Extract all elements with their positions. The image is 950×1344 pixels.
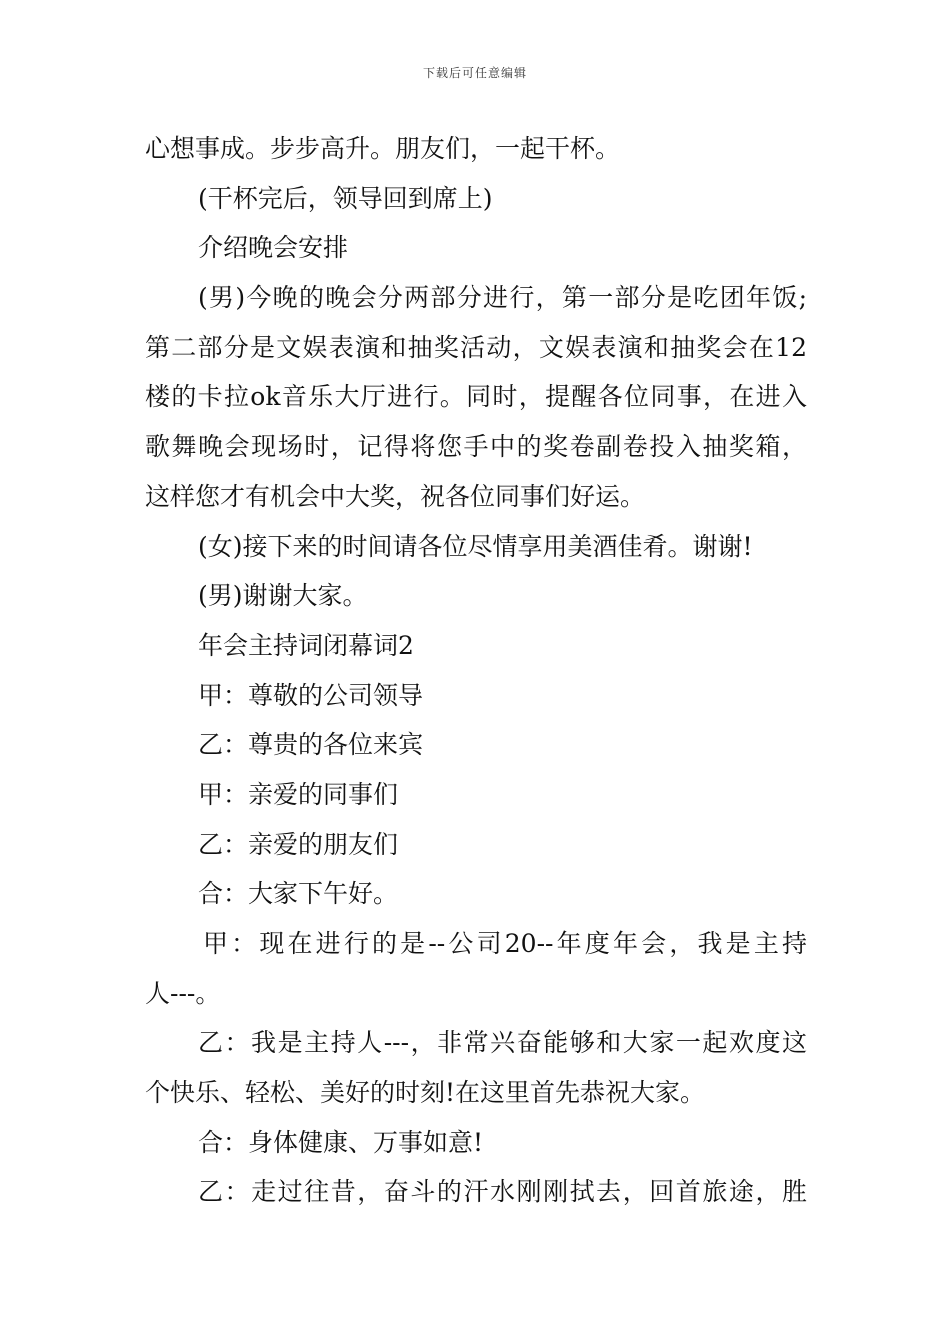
paragraph-line: 这样您才有机会中大奖，祝各位同事们好运。 [145,481,646,511]
dialogue-line: 甲：尊敬的公司领导 [198,680,424,710]
dialogue-line: 人---。 [145,978,221,1008]
dialogue-line: 乙：走过往昔，奋斗的汗水刚刚拭去，回首旅途，胜 [198,1177,807,1207]
dialogue-line: 个快乐、轻松、美好的时刻!在这里首先恭祝大家。 [145,1078,706,1108]
dialogue-line: 乙：我是主持人---，非常兴奋能够和大家一起欢度这 [198,1028,807,1058]
dialogue-line: 甲：亲爱的同事们 [198,779,399,809]
paragraph-line: 心想事成。步步高升。朋友们，一起干杯。 [145,134,621,163]
dialogue-line: 乙：尊贵的各位来宾 [198,730,424,760]
dialogue-line: 合：大家下午好。 [198,879,399,909]
document-body [145,124,807,1217]
page-header: 下载后可任意编辑 [422,66,527,80]
dialogue-line: 合：身体健康、万事如意! [198,1127,484,1157]
section-title: 年会主持词闭幕词2 [198,630,414,660]
paragraph-line: (男)今晚的晚会分两部分进行，第一部分是吃团年饭; [198,283,807,313]
paragraph-line: 楼的卡拉ok音乐大厅进行。同时，提醒各位同事，在进入 [145,382,807,412]
paragraph-line: (男)谢谢大家。 [198,581,368,611]
paragraph-line: 介绍晚会安排 [198,233,349,263]
dialogue-line: 乙：亲爱的朋友们 [198,829,399,859]
paragraph-line: 第二部分是文娱表演和抽奖活动，文娱表演和抽奖会在12 [145,332,807,362]
paragraph-line: (干杯完后，领导回到席上) [198,183,493,213]
paragraph-line: 歌舞晚会现场时，记得将您手中的奖卷副卷投入抽奖箱， [145,432,807,462]
paragraph-line: (女)接下来的时间请各位尽情享用美酒佳肴。谢谢! [198,531,753,561]
dialogue-line: 甲：现在进行的是--公司20--年度年会，我是主持 [203,929,807,958]
